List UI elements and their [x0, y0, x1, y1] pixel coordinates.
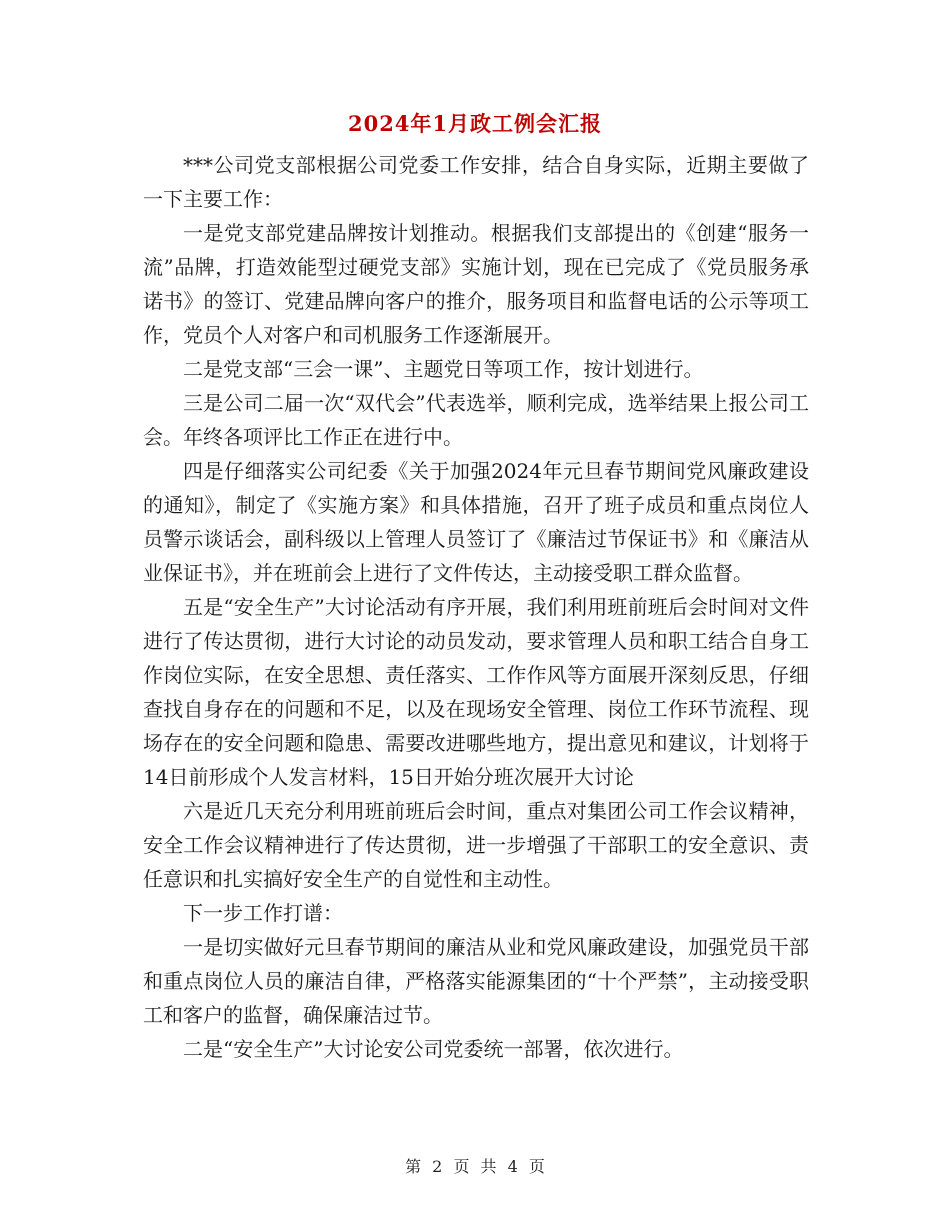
- paragraph-item-5: 五是“安全生产”大讨论活动有序开展，我们利用班前班后会时间对文件进行了传达贯彻，进行大讨论的动员发动，要求管理人员和职工结合自身工作岗位实际，在安全思想、责任落实、工作作风等方面展开深刻反思，仔细查找自身存在的问题和不足，以及在现场安全管理、岗位工作环节流程、现场存在的安全问题和隐患、需要改进哪些地方，提出意见和建议，计划将于14日前形成个人发言材料，15日开始分班次展开大讨论: [143, 595, 809, 789]
- paragraph-next-step-1: 一是切实做好元旦春节期间的廉洁从业和党风廉政建设，加强党员干部和重点岗位人员的廉洁自律，严格落实能源集团的“十个严禁”，主动接受职工和客户的监督，确保廉洁过节。: [143, 935, 809, 1027]
- paragraph-item-2: 二是党支部“三会一课”、主题党日等项工作，按计划进行。: [183, 357, 704, 381]
- paragraph-item-6: 六是近几天充分利用班前班后会时间，重点对集团公司工作会议精神，安全工作会议精神进行了传达贯彻，进一步增强了干部职工的安全意识、责任意识和扎实搞好安全生产的自觉性和主动性。: [143, 799, 809, 891]
- paragraph-intro: ***公司党支部根据公司党委工作安排，结合自身实际，近期主要做了一下主要工作：: [143, 153, 809, 211]
- paragraph-item-1: 一是党支部党建品牌按计划推动。根据我们支部提出的《创建“服务一流”品牌，打造效能型过硬党支部》实施计划，现在已完成了《党员服务承诺书》的签订、党建品牌向客户的推介，服务项目和监督电话的公示等项工作，党员个人对客户和司机服务工作逐渐展开。: [143, 221, 809, 347]
- paragraph-next-steps-heading: 下一步工作打谱：: [183, 901, 343, 925]
- paragraph-next-step-2: 二是“安全生产”大讨论安公司党委统一部署，依次进行。: [183, 1037, 684, 1061]
- document-body: [143, 148, 809, 1066]
- page-number-footer: 第 2 页 共 4 页: [405, 1157, 545, 1176]
- paragraph-item-3: 三是公司二届一次“双代会”代表选举，顺利完成，选举结果上报公司工会。年终各项评比工作正在进行中。: [143, 391, 809, 449]
- paragraph-item-4: 四是仔细落实公司纪委《关于加强2024年元旦春节期间党风廉政建设的通知》，制定了《实施方案》和具体措施，召开了班子成员和重点岗位人员警示谈话会，副科级以上管理人员签订了《廉洁过节保证书》和《廉洁从业保证书》，并在班前会上进行了文件传达，主动接受职工群众监督。: [143, 459, 809, 585]
- document-title: 2024年1月政工例会汇报: [347, 111, 603, 136]
